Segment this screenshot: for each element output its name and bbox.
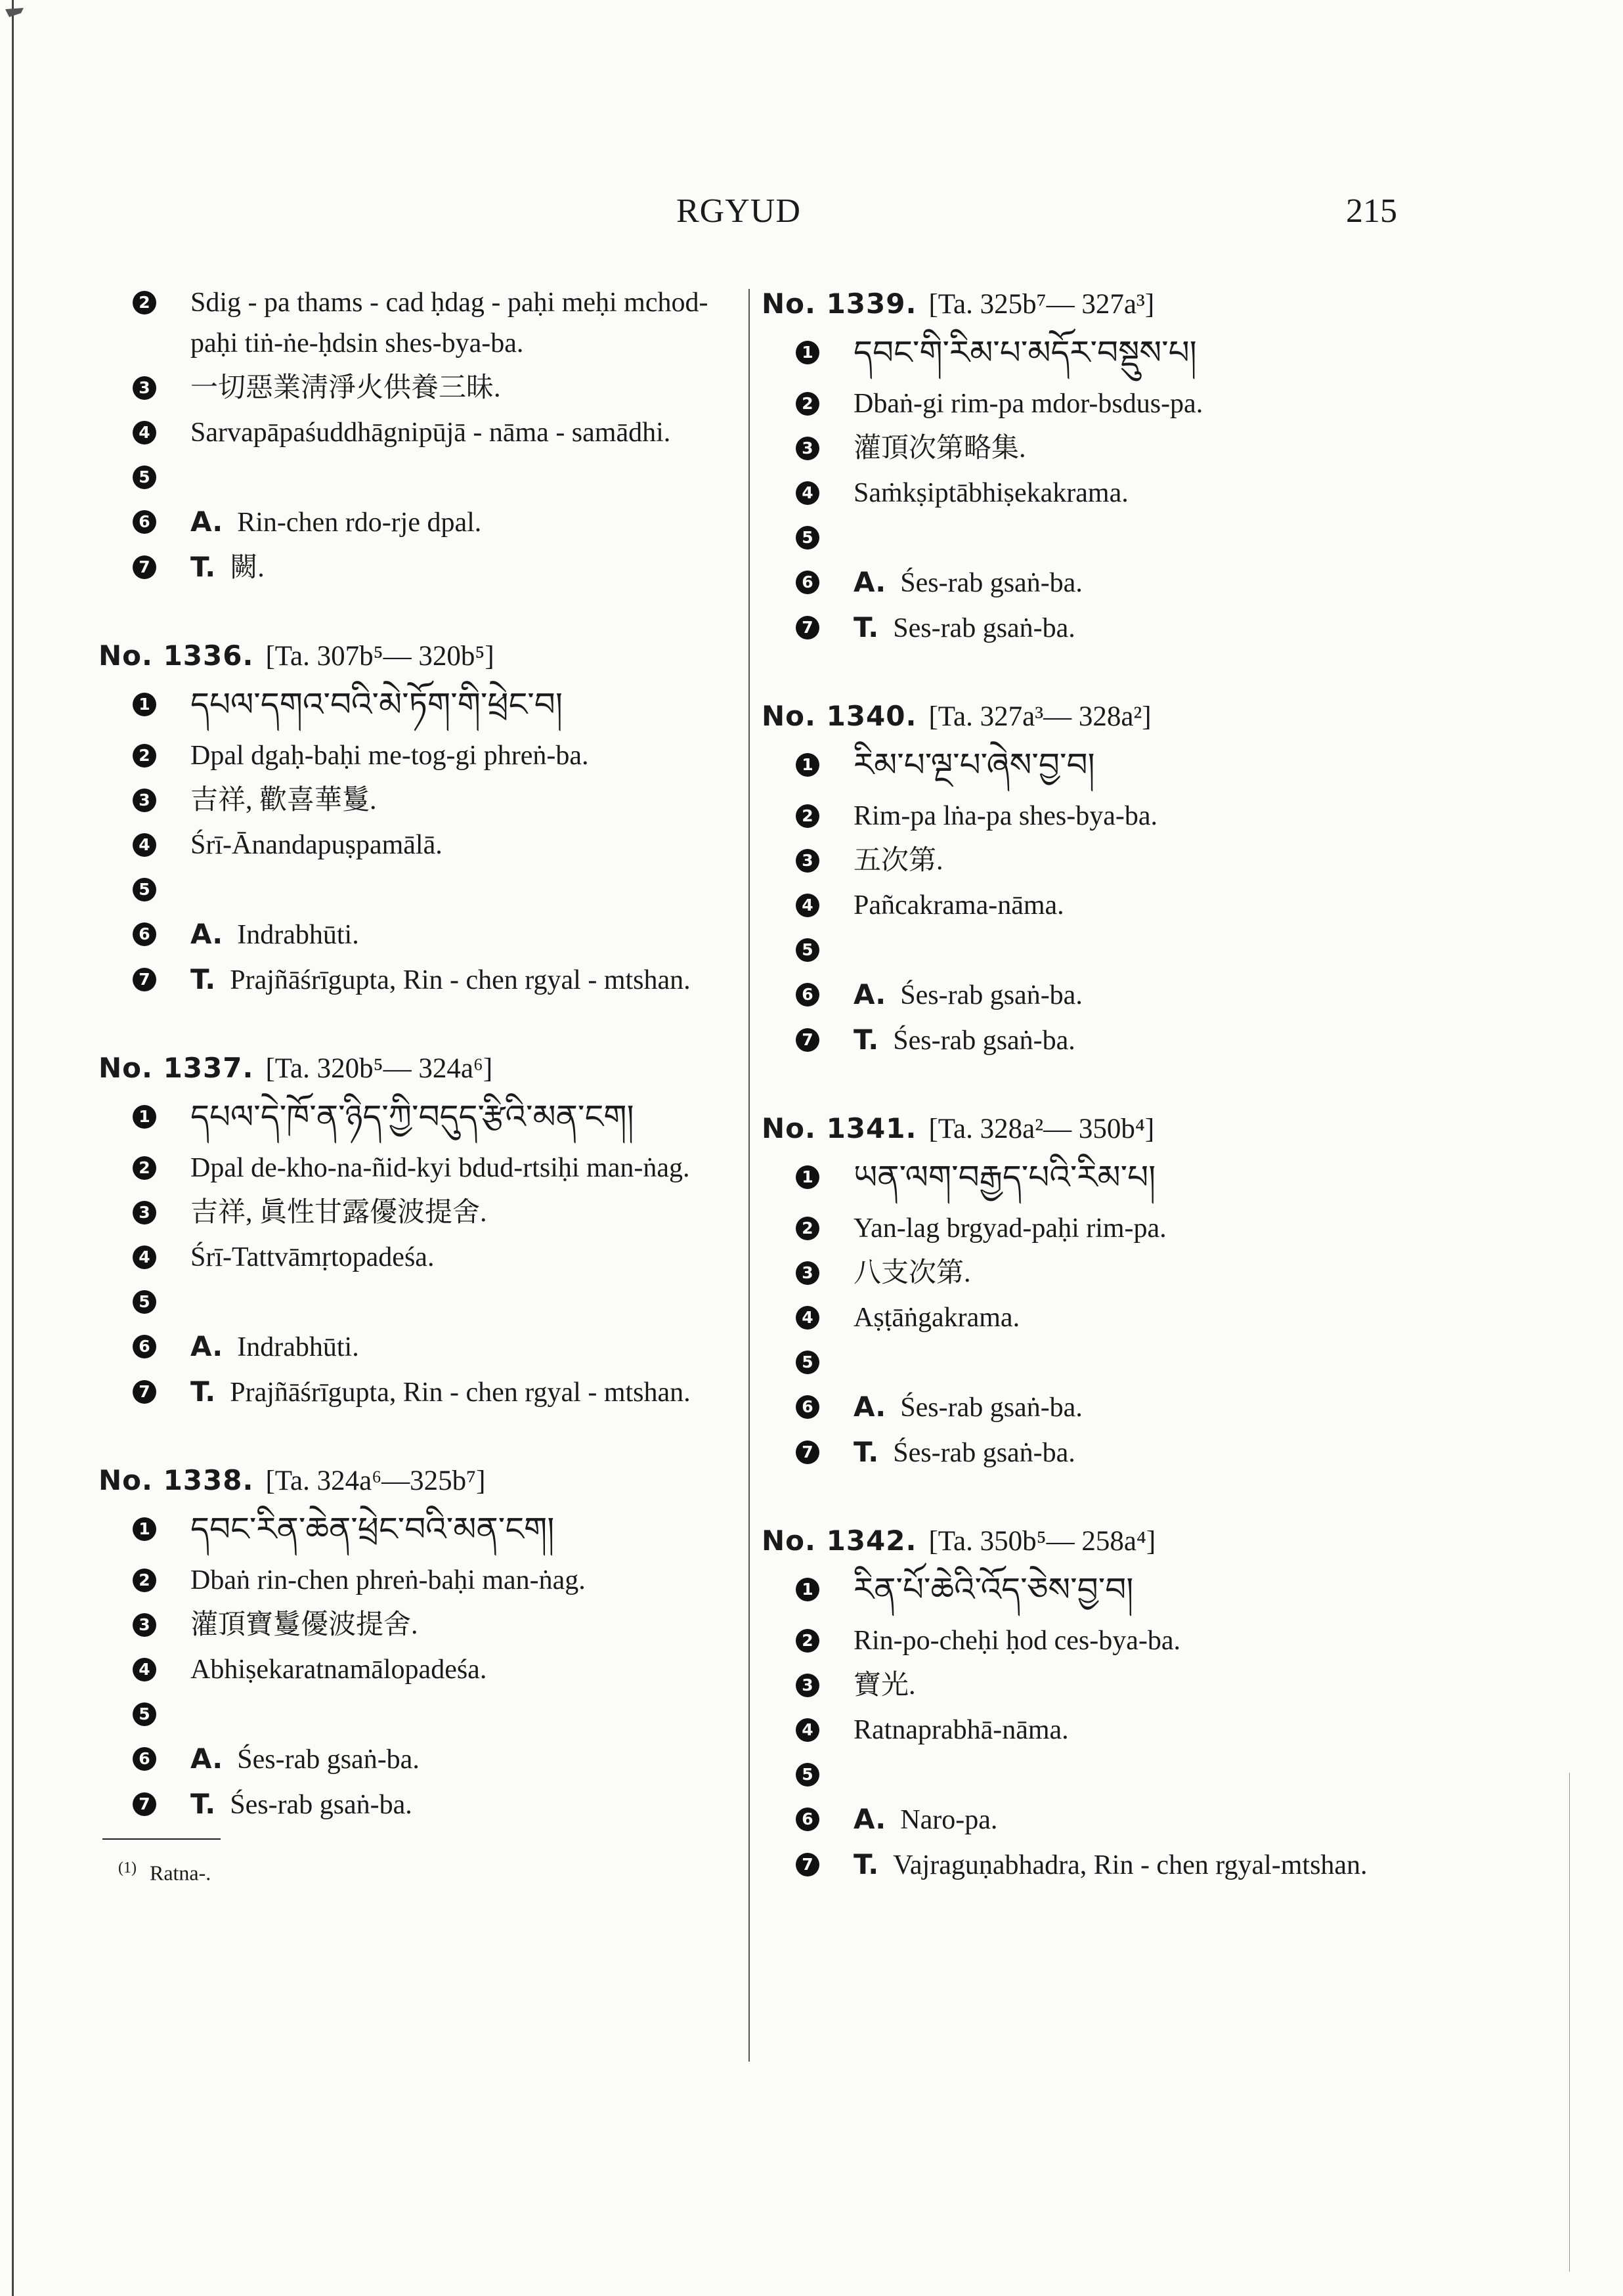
tibetan-title-text: དཔལ་དེ་ཁོ་ན་ཉིད་ཀྱི་བདུད་རྩིའི་མན་ངག། [190,1098,634,1136]
entry-field [762,1342,1405,1383]
field-text: 吉祥, 眞性甘露優波提舍. [190,1198,487,1228]
entry-field [98,780,729,821]
field-text: Dpal dgaḥ-baḥi me-tog-gi phreṅ-ba. [190,741,589,771]
column-divider [748,289,750,2062]
field-label: A. [854,1803,886,1835]
entry-field [762,974,1405,1016]
entry-field [98,825,729,865]
field-number-badge: 7 [133,1380,156,1404]
entry-field [762,1387,1405,1428]
field-text: Dpal de-kho-na-ñid-kyi bdud-rtsiḥi man-ṅag. [190,1153,690,1183]
entry-field [762,1710,1405,1750]
field-number-badge: 4 [133,421,156,444]
field-number-badge: 7 [796,616,819,639]
field-text: Yan-lag brgyad-paḥi rim-pa. [854,1213,1167,1244]
tibetan-title [762,326,1405,379]
field-text: Aṣṭāṅgakrama. [854,1303,1020,1333]
field-number-badge: 7 [796,1440,819,1464]
entry-field [98,368,729,408]
folio-range: [Ta. 350b⁵— 258a⁴] [928,1526,1156,1557]
entry-field [762,1620,1405,1661]
folio-range: [Ta. 328a²— 350b⁴] [928,1114,1155,1144]
field-number-badge: 6 [796,571,819,594]
entry-field [98,1784,729,1825]
entry-field [98,412,729,453]
field-number-badge: 3 [796,1674,819,1697]
corner-smudge [4,7,26,20]
field-number-badge: 5 [796,938,819,962]
field-text: Abhiṣekaratnamālopadeśa. [190,1655,487,1685]
field-label: T. [854,1436,879,1468]
field-label: A. [854,566,886,598]
field-number-badge: 4 [133,833,156,857]
entry-heading [98,1459,729,1502]
field-text: Dbaṅ-gi rim-pa mdor-bsdus-pa. [854,389,1203,419]
catalogue-entry [98,1047,729,1413]
entry-number: No. 1339. [762,288,917,320]
entry-field [762,796,1405,836]
tibetan-title [762,738,1405,792]
entry-field [98,1694,729,1735]
field-text: Śes-rab gsaṅ-ba. [893,1438,1075,1468]
tibetan-title-text: རིམ་པ་ལྔ་པ་ཞེས་བྱ་བ། [854,746,1095,784]
entry-field [98,735,729,776]
field-number-badge: 6 [133,510,156,534]
field-number-badge: 2 [796,1629,819,1653]
field-text: Naro-pa. [900,1805,998,1835]
footnote-mark: (1) [118,1859,137,1876]
field-text: Śes-rab gsaṅ-ba. [900,568,1083,598]
field-number-badge: 7 [796,1853,819,1876]
margin-rule [1569,1773,1570,2272]
entry-number: No. 1336. [98,639,254,672]
field-number-badge: 4 [796,1306,819,1330]
field-number-badge: 4 [133,1658,156,1681]
page-number: 215 [1346,192,1397,230]
field-label: T. [854,611,879,643]
folio-range: [Ta. 324a⁶—325b⁷] [265,1465,486,1496]
field-label: T. [190,963,216,995]
field-label: T. [854,1848,879,1880]
entry-field [98,282,729,364]
field-number-badge: 3 [796,437,819,460]
folio-range: [Ta. 307b⁵— 320b⁵] [265,641,494,672]
catalogue-entry [762,1519,1405,1886]
entry-field [762,885,1405,926]
field-text: 寶光. [854,1670,916,1700]
field-label: A. [190,1743,223,1775]
running-head: RGYUD [676,192,801,230]
field-text: 五次第. [854,846,943,876]
tibetan-title [98,1090,729,1144]
field-number-badge: 5 [796,1351,819,1374]
entry-field [762,840,1405,881]
entry-number: No. 1337. [98,1052,254,1084]
field-number-badge: 5 [133,878,156,901]
field-number-badge: 3 [133,789,156,812]
field-number-badge: 6 [796,983,819,1007]
tibetan-title [762,1563,1405,1616]
field-text: Indrabhūti. [237,1332,359,1362]
field-number-badge: 3 [133,1613,156,1637]
field-text: 灌頂次第略集. [854,433,1026,464]
field-text: 闕. [230,553,265,583]
entry-field [98,547,729,588]
field-number-badge: 2 [133,1569,156,1592]
field-number-badge: 1 [796,1165,819,1189]
entry-number: No. 1342. [762,1525,917,1557]
entry-number: No. 1338. [98,1464,254,1496]
left-column [98,282,729,1886]
field-number-badge: 4 [796,481,819,505]
field-number-badge: 5 [796,526,819,550]
field-number-badge: 7 [133,968,156,991]
field-label: T. [854,1024,879,1056]
entry-heading [762,1519,1405,1563]
tibetan-title-text: དབང་གི་རིམ་པ་མདོར་བསྡུས་པ། [854,334,1197,372]
entry-field [98,914,729,955]
entry-field [762,1432,1405,1473]
field-number-badge: 7 [133,1792,156,1816]
field-number-badge: 4 [133,1245,156,1269]
field-number-badge: 5 [133,1290,156,1314]
entry-field [762,1754,1405,1795]
field-number-badge: 7 [133,555,156,579]
entry-field [98,1605,729,1645]
catalogue-entry [762,282,1405,649]
footnote-text: Ratna-. [149,1861,211,1885]
field-label: T. [190,1375,216,1408]
entry-heading [762,1107,1405,1150]
entry-field [98,457,729,498]
tibetan-title [762,1150,1405,1204]
entry-field [762,562,1405,603]
field-number-badge: 1 [133,1517,156,1541]
entry-field [762,1844,1405,1886]
entry-field [762,1208,1405,1249]
entry-field [98,869,729,910]
field-text: Śes-rab gsaṅ-ba. [230,1790,412,1820]
folio-range: [Ta. 325b⁷— 327a³] [928,289,1155,320]
entry-field [762,930,1405,970]
field-number-badge: 6 [796,1395,819,1419]
field-label: T. [190,551,216,583]
field-text: Sarvapāpaśuddhāgnipūjā - nāma - samādhi. [190,418,671,448]
folio-range: [Ta. 320b⁵— 324a⁶] [265,1053,493,1084]
footnote [118,1859,729,1886]
catalogue-entry [762,695,1405,1061]
entry-heading [98,1047,729,1090]
field-number-badge: 2 [796,392,819,416]
catalogue-entry [98,634,729,1001]
entry-number: No. 1341. [762,1112,917,1144]
field-text: Śrī-Ānandapuṣpamālā. [190,830,443,860]
field-number-badge: 2 [796,1217,819,1240]
entry-field [98,502,729,543]
field-number-badge: 6 [133,1335,156,1358]
entry-field [762,1297,1405,1338]
field-text: Śes-rab gsaṅ-ba. [893,1026,1075,1056]
field-label: A. [854,978,886,1010]
entry-field [98,1237,729,1278]
tibetan-title-text: ཡན་ལག་བརྒྱད་པའི་རིམ་པ། [854,1158,1156,1196]
entry-field [98,1326,729,1368]
tibetan-title-text: དབང་རིན་ཆེན་ཕྲེང་བའི་མན་ངག། [190,1510,555,1548]
field-label: A. [190,1330,223,1362]
footnote-rule [102,1838,221,1840]
field-text: Indrabhūti. [237,920,359,950]
entry-field [98,1192,729,1233]
field-text: 吉祥, 歡喜華鬘. [190,785,377,815]
field-number-badge: 4 [796,894,819,917]
entry-field [98,1739,729,1780]
field-number-badge: 3 [133,1201,156,1224]
field-text: Rim-pa lṅa-pa shes-bya-ba. [854,801,1158,831]
field-text: Śes-rab gsaṅ-ba. [900,980,1083,1010]
field-text: Rin-po-cheḥi ḥod ces-bya-ba. [854,1626,1180,1656]
right-column [762,282,1405,1932]
entry-field [98,1282,729,1322]
catalogue-entry [98,1459,729,1825]
field-number-badge: 1 [133,693,156,716]
field-number-badge: 2 [133,1156,156,1180]
field-text: Śes-rab gsaṅ-ba. [900,1393,1083,1423]
field-number-badge: 5 [133,466,156,489]
field-text: Rin-chen rdo-rje dpal. [237,508,482,538]
entry-heading [762,695,1405,738]
field-text: Pañcakrama-nāma. [854,890,1064,921]
field-label: A. [190,506,223,538]
entry-field [762,1665,1405,1706]
field-text: Ses-rab gsaṅ-ba. [893,613,1075,643]
catalogue-entry [98,282,729,588]
field-number-badge: 1 [796,341,819,364]
field-number-badge: 3 [133,376,156,400]
page-edge-line [12,0,14,2296]
field-text: Prajñāśrīgupta, Rin - chen rgyal - mtshan. [230,1377,691,1408]
entry-field [98,1148,729,1188]
entry-field [98,959,729,1001]
entry-field [762,607,1405,649]
tibetan-title [98,678,729,731]
entry-field [762,428,1405,469]
entry-field [98,1560,729,1601]
field-text: Ratnaprabhā-nāma. [854,1715,1069,1745]
field-number-badge: 6 [133,1747,156,1771]
entry-field [762,1799,1405,1840]
field-text: Śes-rab gsaṅ-ba. [237,1744,420,1775]
tibetan-title-text: རིན་པོ་ཆེའི་འོད་ཅེས་བྱ་བ། [854,1570,1134,1609]
entry-number: No. 1340. [762,700,917,732]
tibetan-title [98,1502,729,1556]
field-number-badge: 5 [133,1702,156,1726]
field-number-badge: 4 [796,1718,819,1742]
field-number-badge: 7 [796,1028,819,1052]
entry-field [98,1372,729,1413]
field-number-badge: 6 [133,922,156,946]
field-text: Prajñāśrīgupta, Rin - chen rgyal - mtshan. [230,965,691,995]
field-label: T. [190,1788,216,1820]
entry-field [762,383,1405,424]
entry-heading [98,634,729,678]
field-number-badge: 1 [796,1578,819,1601]
field-text: 一切惡業淸淨火供養三昧. [190,373,501,403]
field-number-badge: 1 [133,1105,156,1129]
catalogue-entry [762,1107,1405,1473]
field-text: 八支次第. [854,1258,971,1288]
entry-field [762,473,1405,513]
field-text: Sdig - pa thams - cad ḥdag - paḥi meḥi mchod-paḥi tiṅ-ṅe-ḥdsin shes-bya-ba. [190,288,708,358]
entry-field [762,1253,1405,1293]
field-number-badge: 2 [796,804,819,828]
field-text: Vajraguṇabhadra, Rin - chen rgyal-mtshan. [893,1850,1368,1880]
field-number-badge: 5 [796,1763,819,1787]
field-text: 灌頂寶鬘優波提舍. [190,1610,418,1640]
field-text: Dbaṅ rin-chen phreṅ-baḥi man-ṅag. [190,1565,586,1595]
field-number-badge: 6 [796,1808,819,1831]
entry-field [762,517,1405,558]
field-number-badge: 2 [133,744,156,768]
folio-range: [Ta. 327a³— 328a²] [928,701,1152,732]
field-number-badge: 3 [796,1261,819,1285]
field-number-badge: 3 [796,849,819,873]
field-text: Śrī-Tattvāmṛtopadeśa. [190,1242,435,1272]
field-label: A. [854,1391,886,1423]
field-number-badge: 1 [796,753,819,777]
entry-heading [762,282,1405,326]
tibetan-title-text: དཔལ་དགའ་བའི་མེ་ཏོག་གི་ཕྲེང་བ། [190,685,563,724]
entry-field [762,1020,1405,1061]
field-number-badge: 2 [133,291,156,314]
field-text: Saṁkṣiptābhiṣekakrama. [854,478,1129,508]
entry-field [98,1649,729,1690]
field-label: A. [190,918,223,950]
